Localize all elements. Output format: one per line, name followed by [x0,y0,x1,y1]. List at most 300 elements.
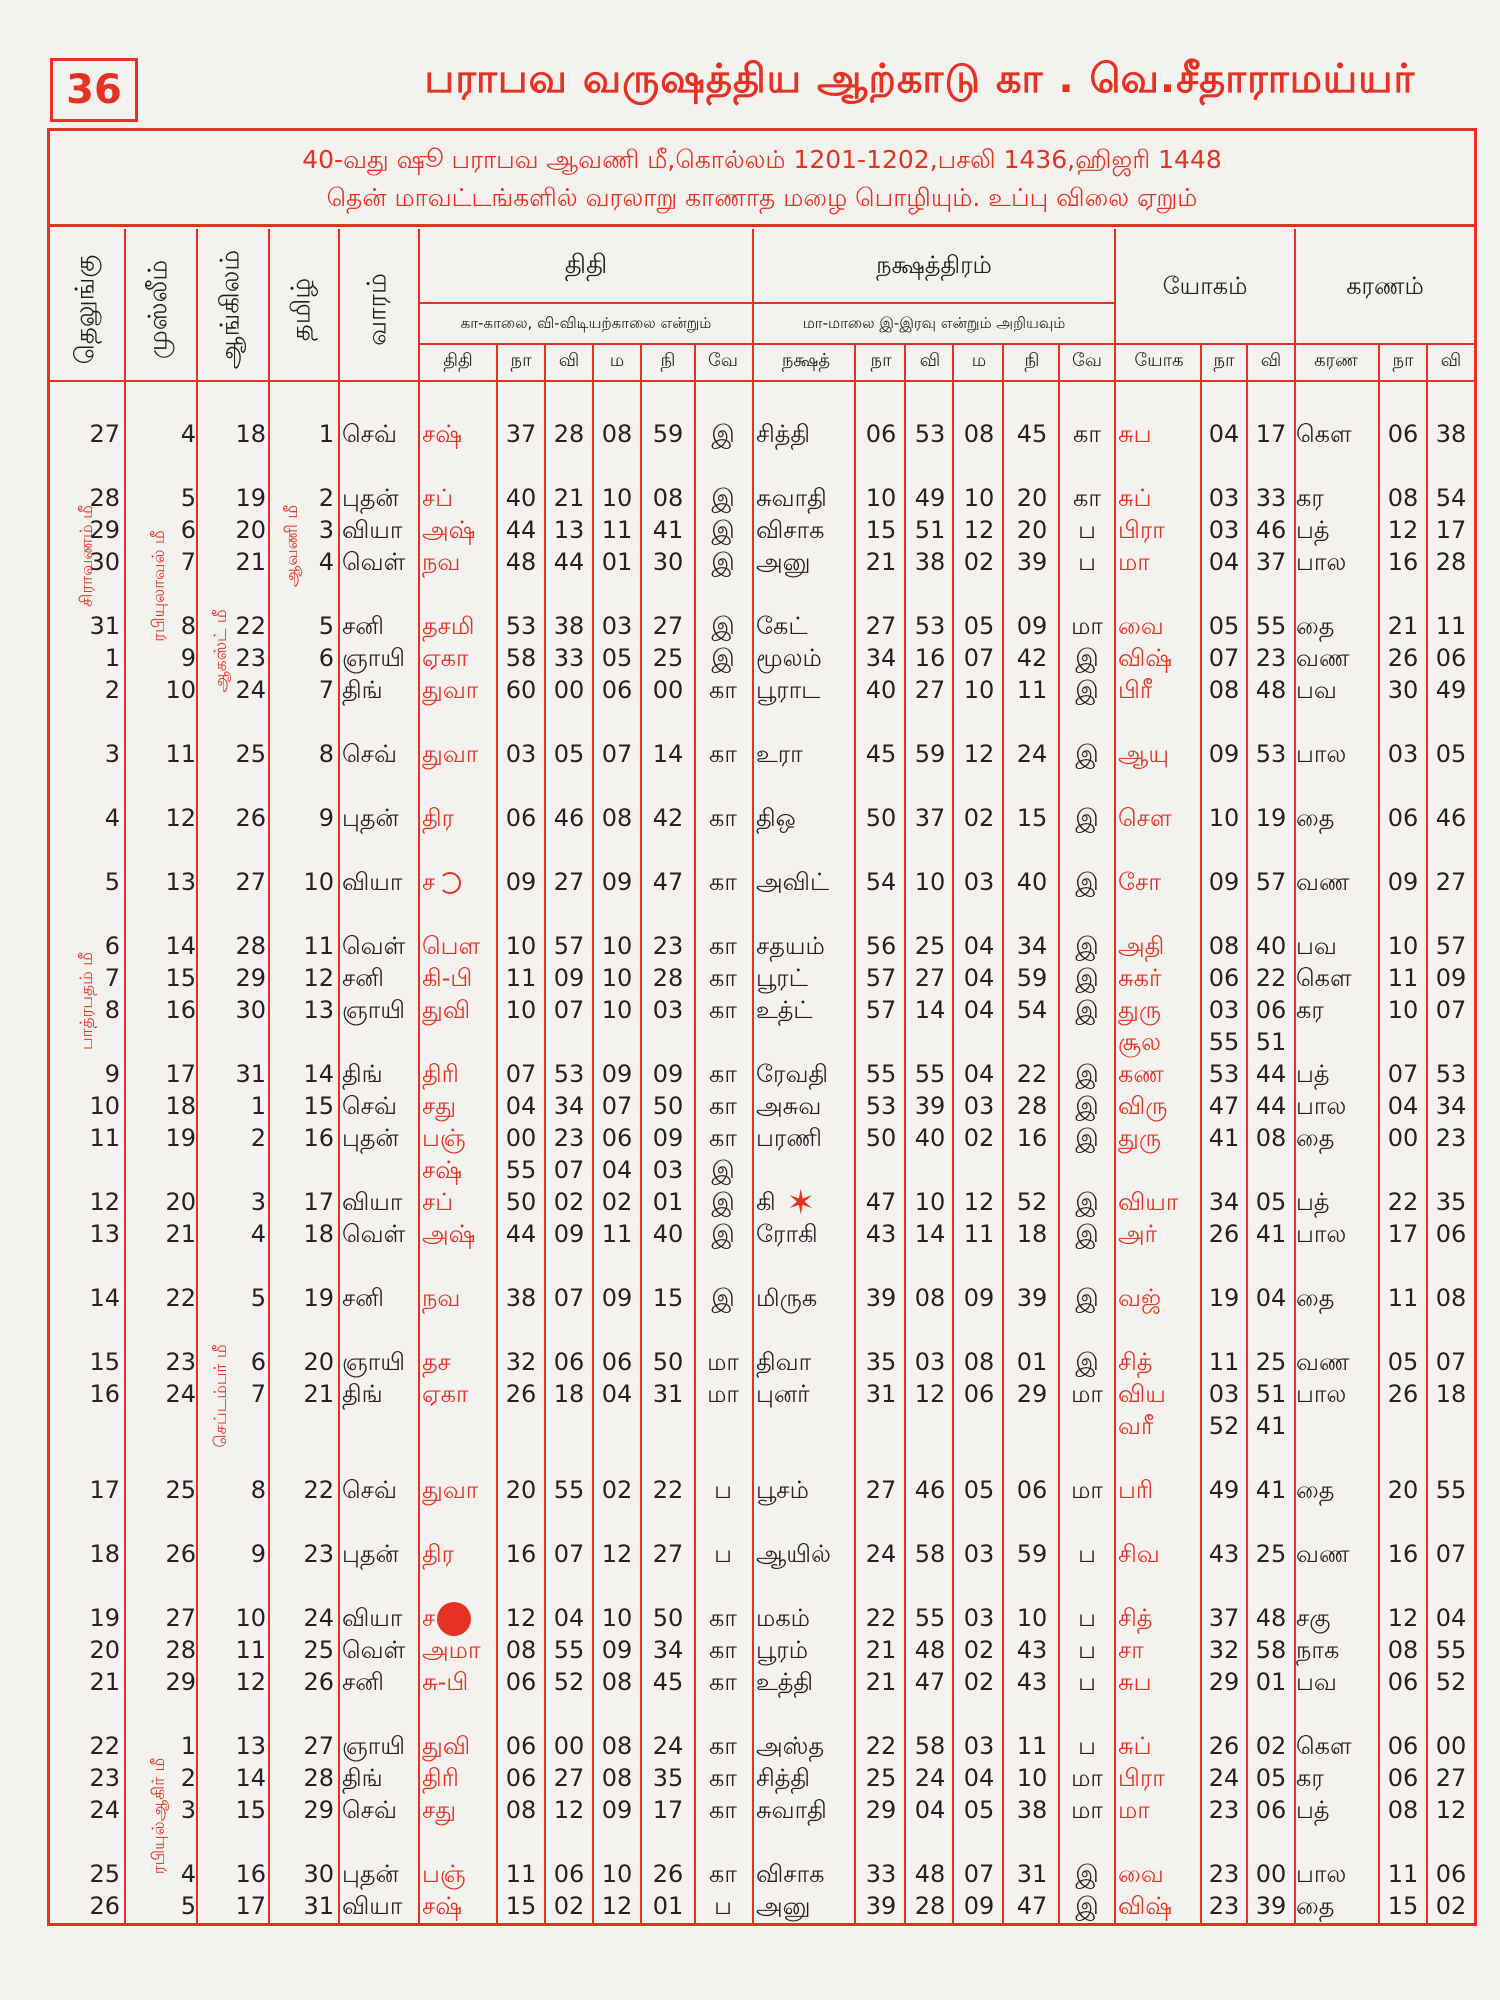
thithi-na: 12 [505,1604,537,1632]
yoga-na: 03 [1208,1380,1240,1408]
thithi-ma: 08 [601,1668,633,1696]
karana-vi: 46 [1435,804,1467,832]
nak-ve: மா [1071,612,1103,640]
thithi-ni: 23 [652,932,684,960]
thithi-na: 55 [505,1156,537,1184]
nak-na: 06 [865,420,897,448]
thithi-ni: 09 [652,1060,684,1088]
nakshatra-name: மூலம் [756,644,822,672]
muslim-date [126,1410,196,1442]
karana-name: வண [1296,868,1350,896]
yoga-name: பிரா [1118,516,1165,544]
nak-ve: இ [1075,932,1099,960]
nak-ve: இ [1075,1284,1099,1312]
karana-vi: 06 [1435,1220,1467,1248]
nak-vi: 37 [914,804,946,832]
thithi-na: 09 [505,868,537,896]
karana-name: பால [1296,1860,1347,1888]
month-info-box [50,131,1474,227]
nak-ni: 47 [1016,1892,1048,1920]
nakshatra-name: ரோகி [756,1220,818,1248]
karana-na: 15 [1387,1892,1419,1920]
thithi-name: அமா [422,1636,481,1664]
table-row [50,1090,1474,1122]
table-row [50,1122,1474,1154]
thithi-ve: மா [707,1348,739,1376]
karana-vi: 07 [1435,996,1467,1024]
table-row [50,1410,1474,1442]
karana-na: 11 [1387,1860,1419,1888]
thithi-na: 16 [505,1540,537,1568]
telugu-date: 21 [89,1668,120,1696]
yoga-vi: 06 [1255,1796,1287,1824]
thithi-vi: 02 [553,1188,585,1216]
nak-ni: 38 [1016,1796,1048,1824]
weekday [342,1410,422,1442]
sub-header-cell: ம [609,350,625,371]
tamil-date: 25 [303,1636,334,1664]
thithi-na: 32 [505,1348,537,1376]
thithi-ma: 12 [601,1892,633,1920]
weekday: செவ் [342,1796,397,1824]
yoga-na: 11 [1208,1348,1240,1376]
thithi-na: 48 [505,548,537,576]
thithi-vi: 07 [553,1284,585,1312]
weekday: புதன் [342,1540,399,1568]
karana-na: 06 [1387,804,1419,832]
nakshatra-name: அனு [756,1892,811,1920]
table-row [50,866,1474,898]
thithi-ve: இ [711,612,735,640]
nakshatra-name: புனர் [756,1380,810,1408]
telugu-date [50,1026,120,1058]
nak-ni: 39 [1016,548,1048,576]
nak-ma [954,1410,1004,1442]
thithi-ve: கா [709,1764,737,1792]
karana-vi: 55 [1435,1636,1467,1664]
sub-header-cell: நக்ஷத் [781,350,831,371]
karana-name: பவ [1296,676,1337,704]
sub-header-cell: வி [558,350,580,371]
nak-ve: மா [1071,1476,1103,1504]
telugu-date: 5 [104,868,120,896]
thithi-ma: 11 [601,516,633,544]
table-row [50,994,1474,1026]
nak-ve: இ [1075,1124,1099,1152]
thithi-ve [696,1026,750,1058]
yoga-vi: 57 [1255,868,1287,896]
thithi-ma: 09 [601,1284,633,1312]
karana-name: தை [1296,1476,1335,1504]
yoga-name: துரு [1118,996,1162,1024]
table-row [50,1538,1474,1570]
thithi-ve: கா [709,932,737,960]
thithi-ve: மா [707,1380,739,1408]
thithi-vi: 05 [553,740,585,768]
muslim-date: 19 [165,1124,196,1152]
thithi-vi: 07 [553,1156,585,1184]
karana-vi: 05 [1435,740,1467,768]
thithi-name: பஞ் [422,1124,466,1152]
yoga-na: 26 [1208,1220,1240,1248]
english-date [198,1410,266,1442]
thithi-name: துவா [422,676,479,704]
muslim-date: 14 [165,932,196,960]
nak-ma: 09 [963,1892,995,1920]
karana-vi: 55 [1435,1476,1467,1504]
tamil-date: 24 [303,1604,334,1632]
english-date: 9 [250,1540,266,1568]
header-nakshatra-note: மா-மாலை இ-இரவு என்றும் அறியவும் [802,313,1066,332]
nak-vi: 27 [914,964,946,992]
telugu-date: 27 [89,420,120,448]
thithi-ma: 03 [601,612,633,640]
karana-name: பால [1296,548,1347,576]
thithi-name [422,1026,494,1058]
header-telugu: தெலுங்கு [70,254,101,365]
nak-ve: ப [1078,1732,1096,1760]
yoga-name [1118,1154,1200,1186]
nak-vi [906,1154,954,1186]
nak-ve: இ [1075,964,1099,992]
nak-na [856,1026,906,1058]
english-date: 16 [235,1860,266,1888]
english-date: 30 [235,996,266,1024]
nak-ni: 15 [1016,804,1048,832]
telugu-date: 2 [104,676,120,704]
yoga-name: வரீ [1118,1412,1154,1440]
yoga-vi: 04 [1255,1284,1287,1312]
karana-na: 00 [1387,1124,1419,1152]
weekday: சனி [342,1668,384,1696]
nak-ni: 20 [1016,484,1048,512]
nak-ni: 45 [1016,420,1048,448]
karana-na: 12 [1387,516,1419,544]
sub-header-cell: யோக [1134,350,1184,371]
thithi-ma: 08 [601,1732,633,1760]
nak-ma: 10 [963,484,995,512]
thithi-na: 53 [505,612,537,640]
thithi-ve: இ [711,1284,735,1312]
yoga-na: 55 [1208,1028,1240,1056]
muslim-date: 12 [165,804,196,832]
nak-vi: 58 [914,1732,946,1760]
english-date: 4 [250,1220,266,1248]
english-month-label: செப்டம்பர் மீ [211,1344,231,1448]
weekday: ஞாயி [342,996,405,1024]
weekday: வியா [342,868,403,896]
weekday: வெள் [342,1220,406,1248]
telugu-date: 19 [89,1604,120,1632]
thithi-ve: கா [709,1124,737,1152]
weekday: செவ் [342,1476,397,1504]
yoga-na: 52 [1208,1412,1240,1440]
yoga-na: 04 [1208,420,1240,448]
weekday [342,1154,422,1186]
yoga-name: விய [1118,1380,1166,1408]
karana-name: பால [1296,1220,1347,1248]
nakshatra-name: உத்ட் [756,996,813,1024]
nak-na: 27 [865,612,897,640]
yoga-name: பிரீ [1118,676,1153,704]
thithi-ve: கா [709,740,737,768]
nak-ni: 43 [1016,1668,1048,1696]
thithi-ma: 08 [601,1764,633,1792]
table-row [50,1634,1474,1666]
telugu-date: 10 [89,1092,120,1120]
nak-na [856,1154,906,1186]
telugu-date: 30 [89,548,120,576]
karana-vi: 06 [1435,1860,1467,1888]
telugu-date: 1 [104,644,120,672]
thithi-ni [642,1026,694,1058]
nak-vi: 14 [914,1220,946,1248]
tamil-date: 18 [303,1220,334,1248]
yoga-name: வை [1118,1860,1164,1888]
thithi-ma: 08 [601,420,633,448]
yoga-vi: 05 [1255,1764,1287,1792]
english-date: 24 [235,676,266,704]
divider [418,343,1474,345]
nak-na: 56 [865,932,897,960]
nak-na: 47 [865,1188,897,1216]
yoga-name: சுப [1118,420,1152,448]
thithi-name: நவ [422,548,461,576]
yoga-name: வை [1118,612,1164,640]
sub-header-cell: வி [1260,350,1282,371]
thithi-ma: 05 [601,644,633,672]
nak-vi: 53 [914,420,946,448]
nak-ni: 22 [1016,1060,1048,1088]
yoga-na: 23 [1208,1892,1240,1920]
thithi-na: 06 [505,1764,537,1792]
karana-vi: 18 [1435,1380,1467,1408]
thithi-ni: 41 [652,516,684,544]
english-date: 29 [235,964,266,992]
nak-na: 50 [865,804,897,832]
tamil-date: 6 [318,644,334,672]
thithi-ma: 04 [601,1380,633,1408]
yoga-na: 32 [1208,1636,1240,1664]
thithi-na: 08 [505,1636,537,1664]
thithi-vi: 52 [553,1668,585,1696]
nak-ma: 02 [963,1668,995,1696]
sub-header-cell: ம [971,350,987,371]
nak-ma: 04 [963,1060,995,1088]
nakshatra-name: விசாக [756,1860,825,1888]
telugu-month-label: பாத்ரபதம் மீ [77,952,97,1050]
weekday: சனி [342,1284,384,1312]
nak-ni [1004,1410,1060,1442]
nak-ni: 28 [1016,1092,1048,1120]
table-row [50,1346,1474,1378]
english-date: 6 [250,1348,266,1376]
yoga-name: விஷ் [1118,1892,1173,1920]
karana-name: கர [1296,484,1324,512]
sub-header-cell: வே [707,350,738,371]
yoga-na: 19 [1208,1284,1240,1312]
karana-vi: 07 [1435,1348,1467,1376]
yoga-na: 29 [1208,1668,1240,1696]
header-thithi-note: கா-காலை, வி-விடியற்காலை என்றும் [460,313,712,332]
thithi-ni: 01 [652,1892,684,1920]
muslim-date: 8 [180,612,196,640]
tamil-date [270,1410,334,1442]
thithi-ve: இ [711,1156,735,1184]
telugu-month-label: சிராவணம் மீ [77,505,97,607]
nak-ni: 09 [1016,612,1048,640]
telugu-date: 6 [104,932,120,960]
thithi-vi: 07 [553,1540,585,1568]
karana-name: தை [1296,1124,1335,1152]
yoga-name: சுப் [1118,484,1152,512]
nakshatra-name: அஸ்த [756,1732,825,1760]
karana-vi [1428,1154,1474,1186]
telugu-date: 28 [89,484,120,512]
thithi-ni: 08 [652,484,684,512]
tamil-date: 30 [303,1860,334,1888]
thithi-ni: 09 [652,1124,684,1152]
thithi-name: அஷ் [422,516,476,544]
thithi-ma: 10 [601,1860,633,1888]
table-row [50,1890,1474,1922]
karana-name: கர [1296,1764,1324,1792]
yoga-na: 23 [1208,1796,1240,1824]
nakshatra-name: அவிட் [756,868,830,896]
muslim-date: 23 [165,1348,196,1376]
table-row [50,674,1474,706]
tamil-date: 21 [303,1380,334,1408]
thithi-name: சஷ் [422,1156,463,1184]
nakshatra-name: பரணி [756,1124,822,1152]
weekday: வெள் [342,932,406,960]
english-date: 10 [235,1604,266,1632]
muslim-date [126,1026,196,1058]
thithi-ve: கா [709,676,737,704]
karana-na: 11 [1387,1284,1419,1312]
thithi-name [422,1410,494,1442]
karana-na: 06 [1387,1732,1419,1760]
nakshatra-name: பூரம் [756,1636,809,1664]
yoga-name: சா [1118,1636,1144,1664]
thithi-name: சு-பி [422,1668,469,1696]
english-date: 8 [250,1476,266,1504]
english-date: 7 [250,1380,266,1408]
nakshatra-name: சுவாதி [756,484,827,512]
thithi-ma: 10 [601,484,633,512]
telugu-date: 24 [89,1796,120,1824]
nak-ve: இ [1075,1348,1099,1376]
yoga-vi [1248,1154,1294,1186]
thithi-name: கி-பி [422,964,473,992]
thithi-name: நவ [422,1284,461,1312]
table-row [50,1026,1474,1058]
header-day: வாரம் [362,273,393,346]
karana-na: 26 [1387,1380,1419,1408]
thithi-vi: 23 [553,1124,585,1152]
english-date: 26 [235,804,266,832]
weekday: திங் [342,1380,383,1408]
thithi-vi: 55 [553,1636,585,1664]
karana-name: நாக [1296,1636,1340,1664]
thithi-ni: 42 [652,804,684,832]
yoga-name: அர் [1118,1220,1158,1248]
nak-na: 15 [865,516,897,544]
english-date: 13 [235,1732,266,1760]
tamil-date: 23 [303,1540,334,1568]
karana-vi: 52 [1435,1668,1467,1696]
yoga-vi: 41 [1255,1412,1287,1440]
thithi-na: 44 [505,516,537,544]
karana-name: பால [1296,1380,1347,1408]
yoga-na: 08 [1208,676,1240,704]
yoga-na: 03 [1208,996,1240,1024]
telugu-date: 7 [104,964,120,992]
thithi-na: 00 [505,1124,537,1152]
nak-vi: 55 [914,1604,946,1632]
muslim-date: 5 [180,484,196,512]
karana-vi: 17 [1435,516,1467,544]
thithi-ni: 15 [652,1284,684,1312]
karana-name: பத் [1296,1796,1330,1824]
karana-name: கர [1296,996,1324,1024]
nak-ma [954,1026,1004,1058]
weekday: திங் [342,1060,383,1088]
thithi-name: பௌ [422,932,481,960]
english-date: 25 [235,740,266,768]
nak-na: 27 [865,1476,897,1504]
nak-ma [954,1154,1004,1186]
thithi-ni: 22 [652,1476,684,1504]
thithi-name: சஷ் [422,1892,463,1920]
muslim-date: 17 [165,1060,196,1088]
table-row [50,642,1474,674]
nak-na: 43 [865,1220,897,1248]
tamil-date: 27 [303,1732,334,1760]
telugu-date: 13 [89,1220,120,1248]
tamil-date: 4 [318,548,334,576]
weekday: புதன் [342,1860,399,1888]
muslim-date: 11 [165,740,196,768]
weekday: புதன் [342,804,399,832]
karana-na: 26 [1387,644,1419,672]
thithi-vi: 06 [553,1860,585,1888]
thithi-ni: 24 [652,1732,684,1760]
muslim-month-label: ரபியுல்ஆகிர் மீ [149,1757,169,1875]
nak-ma: 12 [963,740,995,768]
nak-ve: இ [1075,1220,1099,1248]
yoga-vi: 39 [1255,1892,1287,1920]
thithi-ma: 06 [601,1348,633,1376]
karana-na: 21 [1387,612,1419,640]
table-row [50,1666,1474,1698]
telugu-date: 8 [104,996,120,1024]
thithi-ma: 09 [601,1796,633,1824]
yoga-na: 23 [1208,1860,1240,1888]
nak-na: 21 [865,1636,897,1664]
karana-na [1380,1026,1426,1058]
yoga-vi: 01 [1255,1668,1287,1696]
yoga-na: 49 [1208,1476,1240,1504]
thithi-vi: 07 [553,996,585,1024]
nak-ma: 12 [963,516,995,544]
nak-ma: 03 [963,868,995,896]
muslim-date: 18 [165,1092,196,1120]
nak-na: 53 [865,1092,897,1120]
telugu-date [50,1154,120,1186]
nak-ma: 03 [963,1092,995,1120]
muslim-date: 4 [180,1860,196,1888]
